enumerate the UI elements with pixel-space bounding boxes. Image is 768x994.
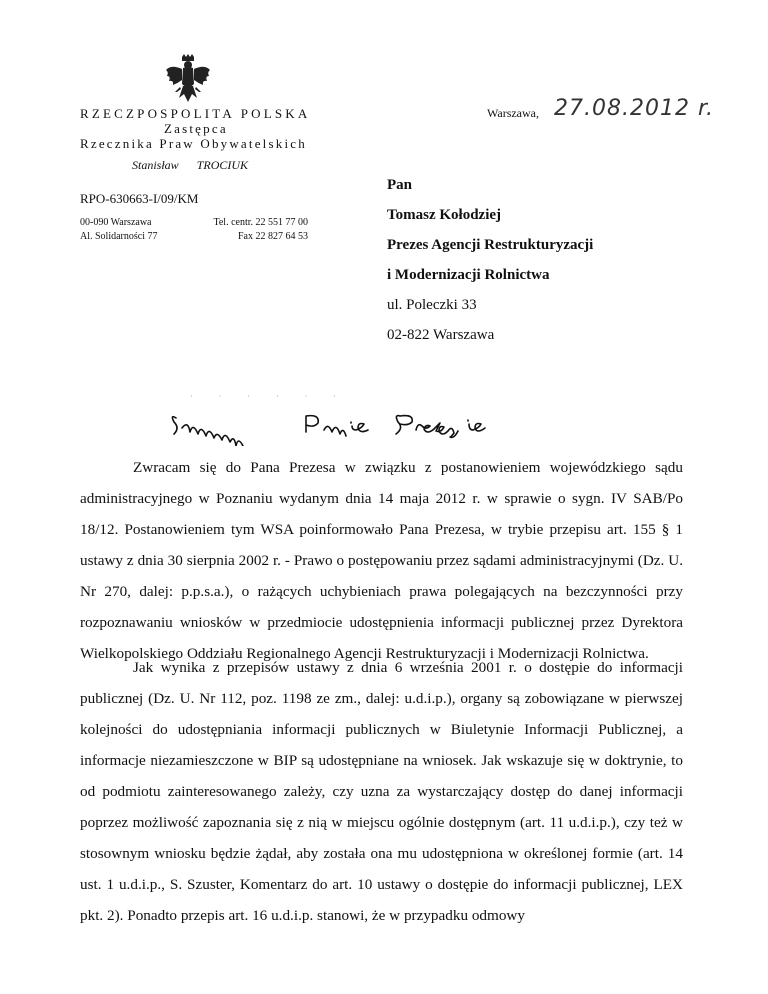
- address-line: 00-090 Warszawa: [80, 217, 152, 228]
- sender-address: [80, 216, 158, 244]
- recipient-organization: i Modernizacji Rolnictwa: [387, 267, 550, 283]
- institution-name: RZECZPOSPOLITA POLSKA: [80, 106, 311, 121]
- recipient-title: Pan: [387, 177, 413, 193]
- reference-number: RPO-630663-I/09/KM: [80, 191, 199, 206]
- body-paragraph-2: Jak wynika z przepisów ustawy z dnia 6 września 2001 r. o dostępie do informacji publicznej (Dz. U. Nr 112, poz. 1198 ze zm., dalej: u.d.i.p.), organy są zobowiązane w pierwszej kolejności do udostępniania informacji publicznych w Biuletynie Informacji Publicznej, a informacje niezamieszczone w BIP są udostępniane na wniosek. Jak wskazuje się w doktrynie, to od podmiotu zainteresowanego zależy, czy uzna za wystarczający dostęp do danej informacji poprzez możliwość zapoznania się z nią w miejscu ogólnie dostępnym (art. 11 u.d.i.p.), czy też w stosownym wniosku będzie żądał, aby została ona mu udostępniona w określonej formie (art. 14 ust. 1 u.d.i.p., S. Szuster, Komentarz do art. 10 ustawy o dostępie do informacji publicznej, LEX pkt. 2). Ponadto przepis art. 16 u.d.i.p. stanowi, że w przypadku odmowy: [80, 659, 683, 924]
- address-line: Al. Solidarności 77: [80, 231, 158, 242]
- recipient-block: [387, 170, 593, 350]
- recipient-position: Prezes Agencji Restrukturyzacji: [387, 237, 594, 253]
- eagle-emblem-icon: [165, 54, 211, 106]
- signatory-name: [132, 158, 248, 173]
- signatory-first-name: Stanisław: [132, 158, 179, 172]
- body-paragraph-1: Zwracam się do Pana Prezesa w związku z postanowieniem wojewódzkiego sądu administracyjnego w Poznaniu wydanym dnia 14 maja 2012 r. w sprawie o sygn. IV SAB/Po 18/12. Postanowieniem tym WSA poinformowało Pana Prezesa, w trybie przepisu art. 155 § 1 ustawy z dnia 30 sierpnia 2002 r. - Prawo o postępowaniu przez sądami administracyjnymi (Dz. U. Nr 270, dalej: p.p.s.a.), o rażących uchybieniach prawa polegających na bezczynności przy rozpoznawaniu wniosków w przedmiocie udostępnienia informacji publicznej przez Dyrektora Wielkopolskiego Oddziału Regionalnego Agencji Restrukturyzacji i Modernizacji Rolnictwa.: [80, 459, 683, 662]
- letter-place: Warszawa,: [487, 106, 540, 120]
- institution-office: Rzecznika Praw Obywatelskich: [80, 136, 307, 151]
- recipient-city: 02-822 Warszawa: [387, 327, 495, 343]
- letter-date-handwritten: 27.08.2012 r.: [554, 96, 714, 121]
- phone-line: Tel. centr. 22 551 77 00: [213, 217, 308, 228]
- sender-phone: [198, 216, 308, 244]
- scan-specks: · · · · · ·: [190, 392, 348, 401]
- institution-role: Zastępca: [164, 121, 228, 136]
- handwritten-salutation: [168, 408, 528, 446]
- signatory-last-name: TROCIUK: [196, 158, 249, 172]
- recipient-street: ul. Poleczki 33: [387, 297, 477, 313]
- fax-line: Fax 22 827 64 53: [238, 231, 308, 242]
- recipient-name: Tomasz Kołodziej: [387, 207, 502, 223]
